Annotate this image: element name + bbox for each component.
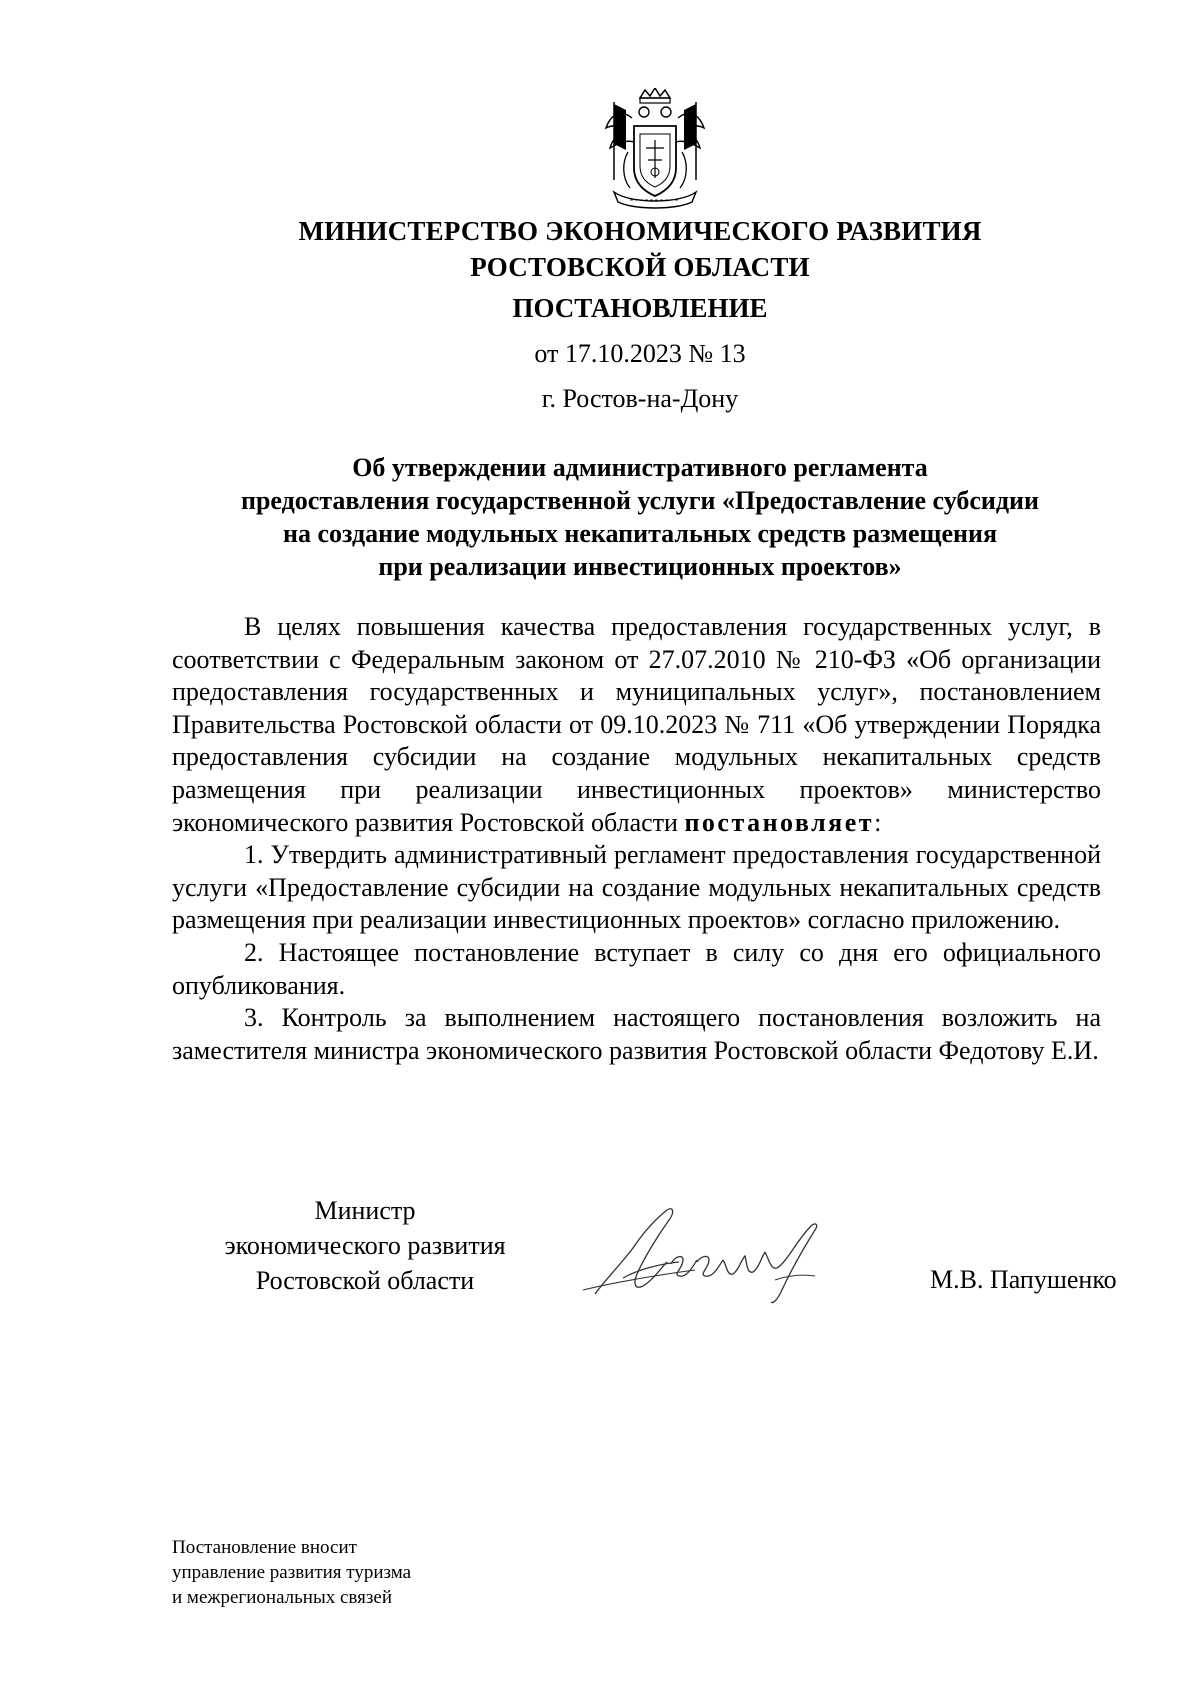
footer-note-line-2: управление развития туризма — [172, 1562, 412, 1583]
item-2-paragraph: 2. Настоящее постановление вступает в силу со дня его официального опубликования. — [172, 937, 1101, 1000]
signatory-position-line-3: Ростовской области — [255, 1266, 475, 1295]
signatory-position — [190, 1193, 540, 1298]
footer-note — [172, 1535, 411, 1610]
document-title-line-1: Об утверждении административного регламента — [352, 453, 928, 482]
resolves-word: постановляет — [684, 807, 875, 837]
rostov-oblast-coat-of-arms-icon — [600, 88, 710, 214]
signatory-name: М.В. Папушенко — [930, 1265, 1117, 1294]
document-city: г. Ростов-на-Дону — [541, 384, 739, 413]
ministry-name-line-1: МИНИСТЕРСТВО ЭКОНОМИЧЕСКОГО РАЗВИТИЯ — [298, 216, 982, 246]
preamble-paragraph — [172, 611, 1101, 839]
document-title — [170, 451, 1110, 583]
footer-note-line-1: Постановление вносит — [172, 1537, 357, 1558]
ministry-name-line-2: РОСТОВСКОЙ ОБЛАСТИ — [470, 252, 810, 282]
ministry-name — [200, 213, 1080, 285]
document-date-number: от 17.10.2023 № 13 — [534, 339, 746, 368]
resolves-punctuation: : — [874, 807, 882, 837]
signatory-position-line-1: Министр — [314, 1196, 416, 1225]
handwritten-signature-icon — [575, 1190, 895, 1310]
document-title-line-2: предоставления государственной услуги «Предоставление субсидии — [240, 486, 1040, 515]
document-title-line-4: при реализации инвестиционных проектов» — [378, 552, 902, 581]
signatory-position-line-2: экономического развития — [224, 1231, 506, 1260]
item-3-paragraph: 3. Контроль за выполнением настоящего постановления возложить на заместителя министра экономического развития Ростовской области Федотову Е.И. — [172, 1003, 1101, 1065]
document-body — [172, 611, 1101, 1067]
document-type: ПОСТАНОВЛЕНИЕ — [512, 293, 768, 323]
preamble-text: В целях повышения качества предоставления государственных услуг, в соответствии с Федеральным законом от 27.07.2010 № 210-ФЗ «Об организации предоставления государственных и муниципальных услуг», постановлением Правительства Ростовской области от 09.10.2023 № 711 «Об утверждении Порядка предоставления субсидии на создание модульных некапитальных средств размещения при реализации инвестиционных проектов» министерство экономического развития Ростовской области — [172, 612, 1101, 837]
document-title-line-3: на создание модульных некапитальных средств размещения — [282, 519, 998, 548]
footer-note-line-3: и межрегиональных связей — [172, 1587, 392, 1608]
item-1-paragraph: 1. Утвердить административный регламент предоставления государственной услуги «Предоставление субсидии на создание модульных некапитальных средств размещения при реализации инвестиционных проектов» согласно приложению. — [172, 840, 1101, 935]
